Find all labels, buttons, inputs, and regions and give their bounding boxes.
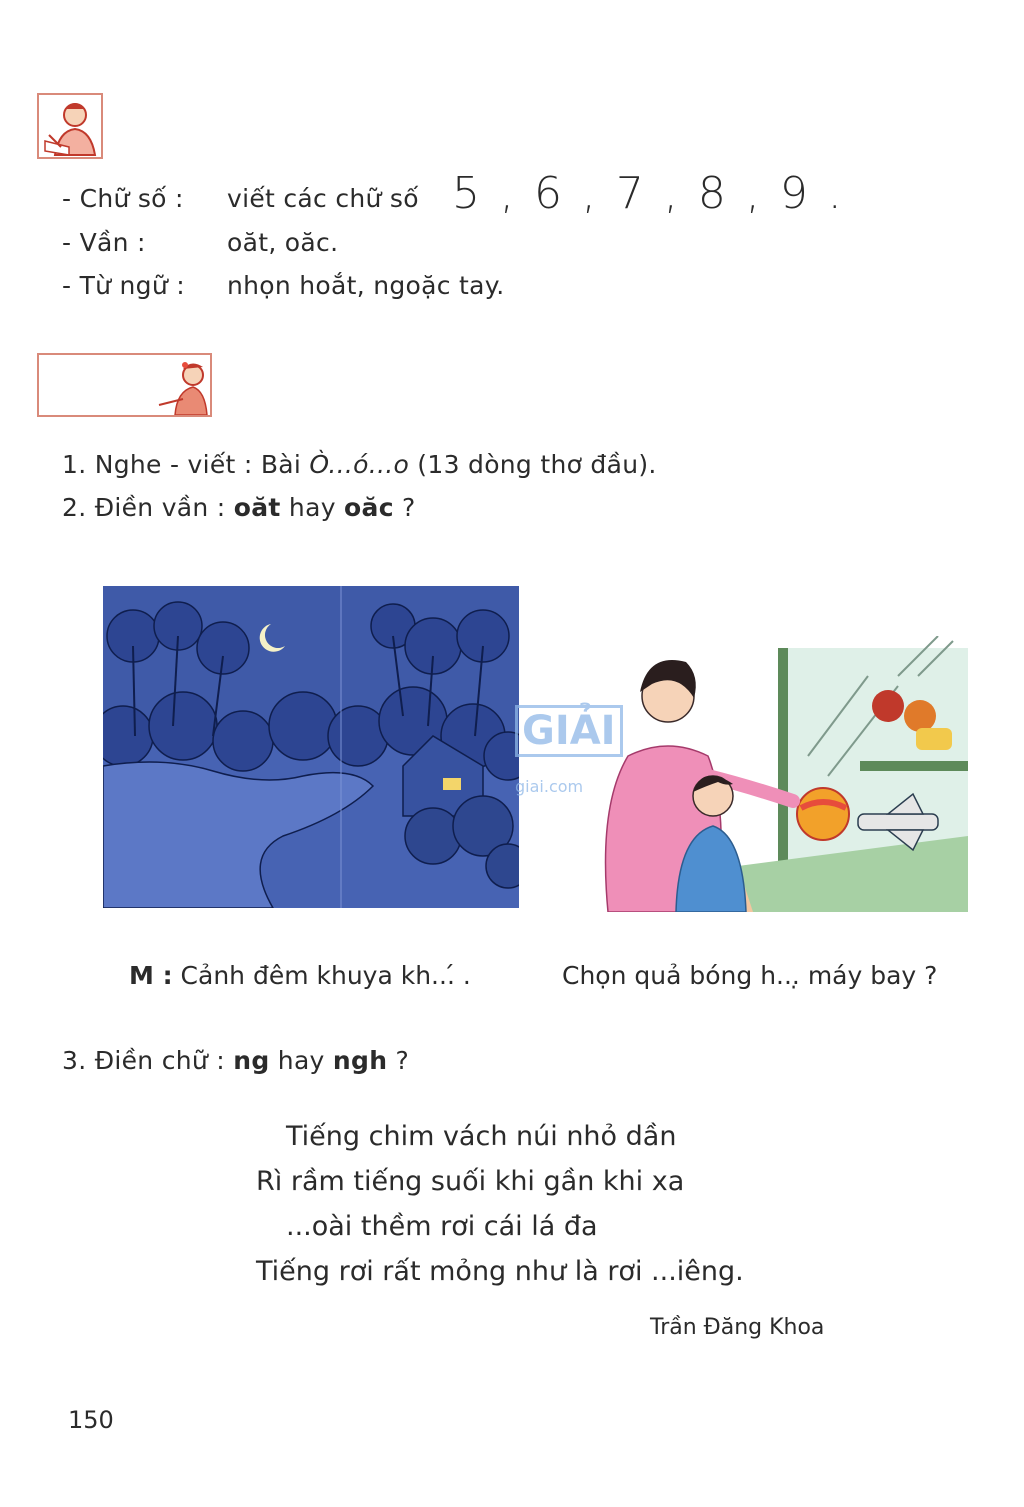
row-value: nhọn hoắt, ngoặc tay.	[227, 271, 505, 300]
exercise-section-icon	[37, 353, 212, 417]
page-number: 150	[68, 1406, 114, 1434]
caption-left-label: M :	[129, 961, 173, 990]
exercise-1-prefix: 1. Nghe - viết : Bài	[62, 450, 310, 479]
row-value: viết các chữ số	[227, 184, 419, 213]
caption-right: Chọn quả bóng h...̣ máy bay ?	[562, 961, 938, 990]
write-lesson-icon	[37, 93, 103, 159]
row-label: - Vần :	[62, 228, 146, 257]
exercise-3-suffix: ?	[387, 1046, 410, 1075]
poem-line: Tiếng rơi rất mỏng như là rơi ...iêng.	[256, 1256, 744, 1287]
night-scene-illustration	[103, 586, 519, 908]
exercise-3-prefix: 3. Điền chữ :	[62, 1046, 234, 1075]
exercise-1-suffix: (13 dòng thơ đầu).	[409, 450, 657, 479]
exercise-3-mid: hay	[269, 1046, 333, 1075]
exercise-1-title: Ò...ó...o	[309, 450, 410, 479]
row-value: oăt, oăc.	[227, 228, 339, 257]
watermark-logo: GIẢI	[515, 705, 623, 757]
row-label: - Chữ số :	[62, 184, 184, 213]
poem-line: Tiếng chim vách núi nhỏ dần	[286, 1121, 677, 1152]
exercise-3-option-1: ng	[233, 1046, 270, 1075]
exercise-1	[62, 450, 657, 479]
exercise-3-option-2: ngh	[332, 1046, 388, 1075]
poem-line: Rì rầm tiếng suối khi gần khi xa	[256, 1166, 685, 1197]
exercise-2	[62, 493, 416, 522]
watermark-url: giai.com	[515, 777, 584, 796]
exercise-2-mid: hay	[280, 493, 345, 522]
row-label: - Từ ngữ :	[62, 271, 185, 300]
watermark	[505, 705, 635, 805]
exercise-2-suffix: ?	[393, 493, 416, 522]
poem-author: Trần Đăng Khoa	[650, 1315, 825, 1340]
exercise-2-option-1: oăt	[233, 493, 281, 522]
poem-line: ...oài thềm rơi cái lá đa	[286, 1211, 598, 1242]
caption-left-text: Cảnh đêm khuya kh...́ .	[172, 961, 471, 990]
exercise-2-option-2: oăc	[344, 493, 394, 522]
exercise-2-prefix: 2. Điền vần :	[62, 493, 234, 522]
exercise-3	[62, 1046, 409, 1075]
digits-sample: 5 , 6 , 7 , 8 , 9 .	[452, 168, 845, 219]
caption-left	[129, 961, 471, 990]
